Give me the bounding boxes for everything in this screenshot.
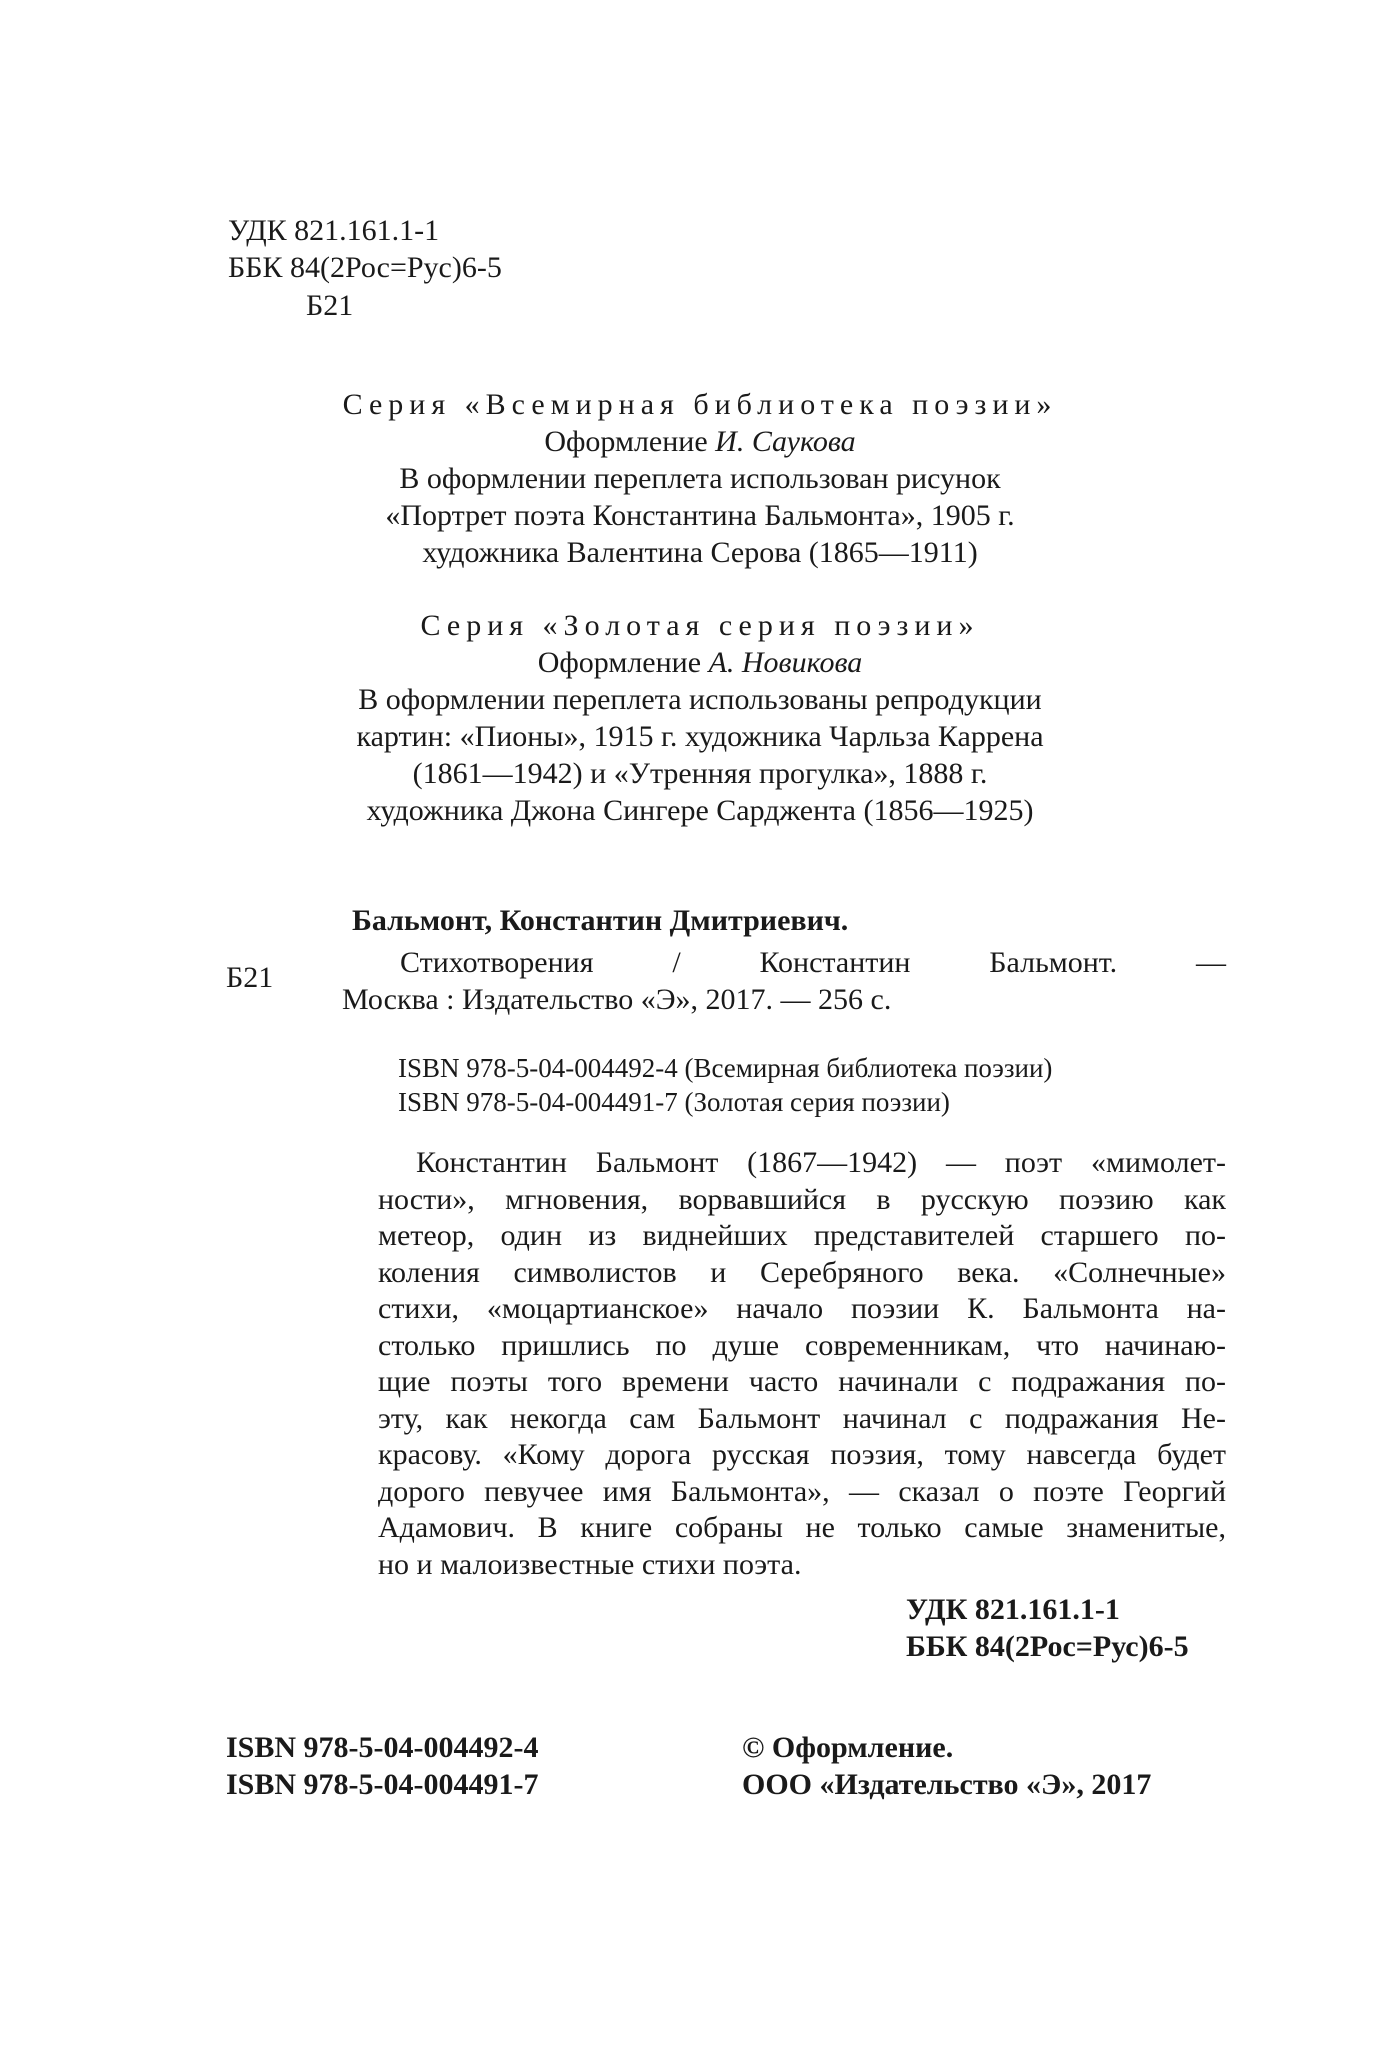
bbk-code: ББК 84(2Рос=Рус)6-5 [228,251,502,284]
series-1-cover-line: В оформлении переплета использован рисунок [399,462,1001,495]
entry-title-line: Стихотворения / Константин Бальмонт. — [400,946,1226,979]
series-2-cover-line: В оформлении переплета использованы репродукции [358,683,1042,716]
series-1-title: Серия «Всемирная библиотека поэзии» [342,388,1058,421]
series-1-cover-line: художника Валентина Серова (1865—1911) [422,536,978,569]
series-1-design [300,424,1100,460]
abstract-line: метеор, один из виднейших представителей старшего по- [378,1219,1226,1252]
series-2-design [300,645,1100,681]
abstract [378,1145,1226,1583]
bottom-udk-code: УДК 821.161.1-1 [906,1593,1120,1626]
series-2-cover-line: (1861—1942) и «Утренняя прогулка», 1888 г. [412,757,988,790]
abstract-line: Адамович. В книге собраны не только самые знаменитые, [378,1511,1226,1544]
series-2-cover-line: художника Джона Сингере Сарджента (1856—1925) [366,794,1034,827]
entry-heading: Бальмонт, Константин Дмитриевич. [352,904,849,937]
entry-isbn-line: ISBN 978-5-04-004492-4 (Всемирная библиотека поэзии) [398,1053,1053,1083]
abstract-line: эту, как некогда сам Бальмонт начинал с подражания Не- [378,1401,1226,1435]
entry-isbn-line: ISBN 978-5-04-004491-7 (Золотая серия поэзии) [398,1087,950,1117]
entry-author-mark: Б21 [226,961,274,994]
entry-imprint-line: Москва : Издательство «Э», 2017. — 256 с. [342,983,892,1016]
footer-isbn: ISBN 978-5-04-004492-4 [226,1731,539,1764]
bottom-bbk-code: ББК 84(2Рос=Рус)6-5 [906,1630,1189,1663]
udk-code: УДК 821.161.1-1 [228,214,440,247]
abstract-line: но и малоизвестные стихи поэта. [378,1547,802,1581]
footer-isbn: ISBN 978-5-04-004491-7 [226,1768,539,1801]
copyright-line: © Оформление. [742,1731,954,1764]
abstract-line: красову. «Кому дорога русская поэзия, тому навсегда будет [378,1438,1226,1471]
design-prefix: Оформление [537,646,709,679]
author-mark: Б21 [306,289,354,322]
designer-name: А. Новикова [708,646,863,679]
abstract-line: ности», мгновения, ворвавшийся в русскую поэзию как [378,1182,1226,1216]
abstract-line: стихи, «моцартианское» начало поэзии К. Бальмонта на- [378,1292,1226,1325]
abstract-line: столько пришлись по душе современникам, что начинаю- [378,1328,1226,1362]
copyright-line: ООО «Издательство «Э», 2017 [742,1768,1152,1801]
series-2-cover-line: картин: «Пионы», 1915 г. художника Чарльза Каррена [356,720,1044,753]
abstract-line: дорого певучее имя Бальмонта», — сказал о поэте Георгий [378,1474,1226,1508]
designer-name: И. Саукова [715,425,856,458]
series-2-title: Серия «Золотая серия поэзии» [420,609,980,642]
abstract-line: Константин Бальмонт (1867—1942) — поэт «мимолет- [416,1146,1226,1179]
series-1-cover-line: «Портрет поэта Константина Бальмонта», 1905 г. [385,499,1015,532]
abstract-line: щие поэты того времени часто начинали с подражания по- [378,1365,1226,1398]
abstract-line: коления символистов и Серебряного века. «Солнечные» [378,1255,1226,1289]
design-prefix: Оформление [544,425,716,458]
